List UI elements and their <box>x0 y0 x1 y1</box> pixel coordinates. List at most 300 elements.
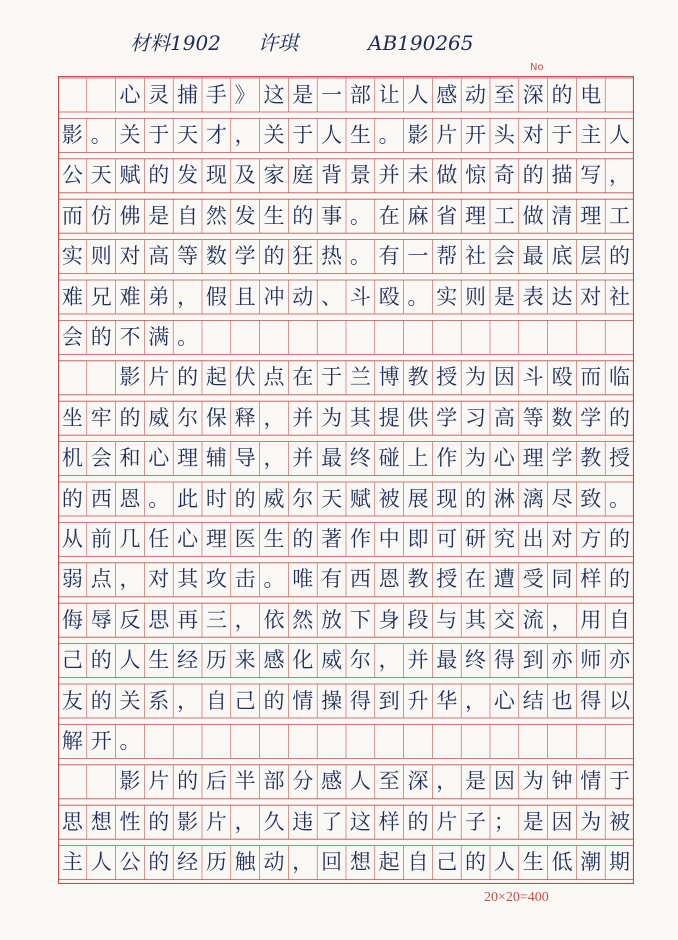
grid-cell: 。 <box>609 486 631 511</box>
grid-cell: 子 <box>465 809 487 834</box>
grid-cell: 经 <box>177 850 199 875</box>
grid-cell: 的 <box>234 486 256 511</box>
grid-cell: ， <box>263 446 285 471</box>
grid-cell: 事 <box>321 203 343 228</box>
grid-cell: 难 <box>119 284 141 309</box>
grid-cell <box>231 320 260 354</box>
grid-cell: 可 <box>436 526 458 551</box>
grid-cell: 的 <box>407 809 429 834</box>
grid-cell: 触 <box>234 850 256 875</box>
grid-cell: 生 <box>349 122 371 147</box>
grid-cell: 导 <box>234 446 256 471</box>
grid-cell: 不 <box>119 324 141 349</box>
grid-cell: 现 <box>205 163 227 188</box>
grid-cell: 升 <box>407 688 429 713</box>
grid-cell: 同 <box>551 567 573 592</box>
grid-cell: 中 <box>378 526 400 551</box>
grid-cell: 狂 <box>292 244 314 269</box>
grid-cell: 方 <box>580 526 602 551</box>
grid-cell: 唯 <box>292 567 314 592</box>
grid-cell <box>288 320 317 354</box>
grid-cell: 等 <box>177 244 199 269</box>
grid-cell: 自 <box>609 607 631 632</box>
grid-cell: 学 <box>436 405 458 430</box>
grid-cell: 难 <box>61 284 83 309</box>
grid-cell: 惊 <box>465 163 487 188</box>
grid-cell: 的 <box>177 769 199 794</box>
grid-cell: 这 <box>349 809 371 834</box>
grid-cell: 人 <box>407 82 429 107</box>
grid-cell: 其 <box>465 607 487 632</box>
grid-cell: 发 <box>177 163 199 188</box>
grid-cell: 经 <box>177 648 199 673</box>
grid-cell: 三 <box>205 607 227 632</box>
essay-line-cells <box>58 644 634 678</box>
grid-cell: 人 <box>493 850 515 875</box>
grid-cell: 动 <box>292 284 314 309</box>
grid-cell: 于 <box>148 122 170 147</box>
grid-cell: 做 <box>436 163 458 188</box>
grid-cell: 西 <box>349 567 371 592</box>
grid-cell: 斗 <box>349 284 371 309</box>
grid-cell: 生 <box>522 850 544 875</box>
grid-cell: 会 <box>90 446 112 471</box>
grid-cell: 身 <box>378 607 400 632</box>
grid-cell: 情 <box>292 688 314 713</box>
grid-cell: 钟 <box>551 769 573 794</box>
grid-cell <box>461 724 490 758</box>
grid-cell: 的 <box>90 324 112 349</box>
grid-cell: 数 <box>551 405 573 430</box>
grid-cell <box>346 320 375 354</box>
grid-cell: 且 <box>234 284 256 309</box>
grid-cell: 在 <box>292 365 314 390</box>
grid-cell: 学 <box>551 446 573 471</box>
grid-cell: 的 <box>148 850 170 875</box>
grid-cell: 学 <box>580 405 602 430</box>
grid-cell: 。 <box>119 728 141 753</box>
grid-cell: 》 <box>234 82 256 107</box>
grid-cell: 未 <box>407 163 429 188</box>
grid-cell: ， <box>551 607 573 632</box>
grid-cell: 电 <box>580 82 602 107</box>
grid-cell <box>87 765 116 799</box>
grid-cell: 层 <box>580 244 602 269</box>
essay-line-cells <box>58 765 634 799</box>
essay-line-cells <box>58 361 634 395</box>
grid-cell: 开 <box>90 728 112 753</box>
grid-cell: 弟 <box>148 284 170 309</box>
grid-cell: 学 <box>234 244 256 269</box>
grid-cell: 交 <box>493 607 515 632</box>
grid-cell: 于 <box>292 122 314 147</box>
grid-cell: 的 <box>263 244 285 269</box>
grid-cell: 。 <box>349 203 371 228</box>
grid-cell <box>317 724 346 758</box>
grid-cell: 影 <box>177 809 199 834</box>
grid-cell: 省 <box>436 203 458 228</box>
essay-line-cells <box>58 684 634 718</box>
grid-cell: 主 <box>61 850 83 875</box>
grid-cell: 几 <box>119 526 141 551</box>
grid-cell: 得 <box>580 688 602 713</box>
grid-cell: 违 <box>292 809 314 834</box>
grid-cell: 的 <box>61 486 83 511</box>
essay-line-cells <box>58 78 634 112</box>
grid-cell: 释 <box>234 405 256 430</box>
grid-cell: 提 <box>378 405 400 430</box>
grid-cell <box>548 724 577 758</box>
grid-cell: 头 <box>493 122 515 147</box>
grid-cell: ， <box>234 607 256 632</box>
grid-cell: 片 <box>148 365 170 390</box>
grid-cell: 究 <box>493 526 515 551</box>
grid-cell: 期 <box>609 850 631 875</box>
essay-line-cells <box>58 240 634 274</box>
grid-cell: 在 <box>378 203 400 228</box>
grid-cell <box>375 320 404 354</box>
grid-cell: 的 <box>148 163 170 188</box>
grid-cell <box>404 320 433 354</box>
grid-cell: 点 <box>90 567 112 592</box>
grid-cell: 的 <box>90 688 112 713</box>
grid-cell <box>58 78 87 112</box>
grid-cell: 殴 <box>378 284 400 309</box>
grid-cell: 赋 <box>349 486 371 511</box>
grid-cell: 化 <box>292 648 314 673</box>
grid-cell: 关 <box>119 122 141 147</box>
grid-cell: 的 <box>292 203 314 228</box>
grid-cell: 斗 <box>522 365 544 390</box>
grid-cell: 生 <box>263 203 285 228</box>
grid-cell: 的 <box>522 163 544 188</box>
grid-cell: 授 <box>609 446 631 471</box>
grid-cell: 。 <box>407 284 429 309</box>
grid-cell: 为 <box>522 769 544 794</box>
grid-cell: 性 <box>119 809 141 834</box>
grid-cell: 人 <box>119 648 141 673</box>
grid-cell: 被 <box>609 809 631 834</box>
grid-cell: 授 <box>436 365 458 390</box>
grid-cell: 至 <box>378 769 400 794</box>
grid-cell: 起 <box>378 850 400 875</box>
grid-cell: 自 <box>177 203 199 228</box>
grid-cell: 样 <box>580 567 602 592</box>
grid-cell: 任 <box>148 526 170 551</box>
grid-cell: 感 <box>263 648 285 673</box>
grid-cell: 理 <box>522 446 544 471</box>
grid-cell: 反 <box>119 607 141 632</box>
grid-cell: 天 <box>177 122 199 147</box>
grid-cell: 终 <box>349 446 371 471</box>
grid-cell: 供 <box>407 405 429 430</box>
grid-cell: 操 <box>321 688 343 713</box>
grid-cell: 现 <box>436 486 458 511</box>
grid-cell: 满 <box>148 324 170 349</box>
grid-cell: 背 <box>321 163 343 188</box>
grid-cell: 己 <box>436 850 458 875</box>
grid-cell: 得 <box>349 688 371 713</box>
grid-cell: ， <box>465 688 487 713</box>
grid-cell: 击 <box>234 567 256 592</box>
grid-cell: 则 <box>465 284 487 309</box>
grid-cell: ， <box>292 850 314 875</box>
grid-cell: 心 <box>177 526 199 551</box>
grid-cell: 漓 <box>522 486 544 511</box>
grid-cell: 至 <box>493 82 515 107</box>
grid-cell: 深 <box>522 82 544 107</box>
grid-cell: 西 <box>90 486 112 511</box>
grid-cell: 影 <box>119 769 141 794</box>
grid-cell: 于 <box>609 769 631 794</box>
grid-cell: 。 <box>148 486 170 511</box>
grid-cell: 自 <box>407 850 429 875</box>
grid-cell: 手 <box>205 82 227 107</box>
essay-line-cells <box>58 522 634 556</box>
grid-cell: ， <box>177 284 199 309</box>
grid-cell <box>576 724 605 758</box>
grid-cell: 仿 <box>90 203 112 228</box>
grid-cell: 理 <box>205 526 227 551</box>
grid-cell: 工 <box>493 203 515 228</box>
essay-line-cells <box>58 199 634 233</box>
grid-cell: 牢 <box>90 405 112 430</box>
grid-cell: 习 <box>465 405 487 430</box>
grid-cell: 而 <box>61 203 83 228</box>
grid-cell <box>461 320 490 354</box>
grid-cell: 家 <box>263 163 285 188</box>
grid-cell: 心 <box>148 446 170 471</box>
grid-cell: 因 <box>551 809 573 834</box>
grid-cell: 己 <box>61 648 83 673</box>
student-name: 许琪 <box>258 31 298 55</box>
grid-cell <box>346 724 375 758</box>
grid-cell: 系 <box>148 688 170 713</box>
grid-cell: 天 <box>90 163 112 188</box>
grid-cell: 是 <box>465 769 487 794</box>
grid-cell: 低 <box>551 850 573 875</box>
grid-cell: 。 <box>90 122 112 147</box>
grid-cell: 师 <box>580 648 602 673</box>
grid-cell <box>432 320 461 354</box>
grid-cell: 有 <box>378 244 400 269</box>
grid-cell <box>260 320 289 354</box>
grid-cell: 样 <box>378 809 400 834</box>
grid-cell: 尔 <box>349 648 371 673</box>
grid-cell: 和 <box>119 446 141 471</box>
grid-cell: 为 <box>465 446 487 471</box>
grid-cell <box>375 724 404 758</box>
grid-cell: 影 <box>407 122 429 147</box>
essay-line-cells <box>58 401 634 435</box>
grid-cell: 殴 <box>551 365 573 390</box>
grid-cell: 、 <box>321 284 343 309</box>
grid-cell <box>605 724 634 758</box>
grid-cell: 景 <box>349 163 371 188</box>
grid-cell: 是 <box>148 203 170 228</box>
grid-cell: 恩 <box>378 567 400 592</box>
manuscript-grid <box>58 76 634 884</box>
grid-cell: 对 <box>148 567 170 592</box>
grid-cell: 生 <box>148 648 170 673</box>
grid-cell: 表 <box>522 284 544 309</box>
grid-cell: 理 <box>177 446 199 471</box>
grid-cell: 。 <box>177 324 199 349</box>
grid-cell: 实 <box>436 284 458 309</box>
grid-cell: 坐 <box>61 405 83 430</box>
grid-cell: 博 <box>378 365 400 390</box>
grid-cell: 教 <box>407 365 429 390</box>
grid-cell: ， <box>436 769 458 794</box>
grid-cell: 开 <box>465 122 487 147</box>
grid-cell: 并 <box>407 648 429 673</box>
grid-cell: 于 <box>551 122 573 147</box>
grid-cell: 部 <box>349 82 371 107</box>
grid-cell <box>605 78 634 112</box>
grid-cell: 麻 <box>407 203 429 228</box>
grid-cell: 临 <box>609 365 631 390</box>
grid-cell: 展 <box>407 486 429 511</box>
grid-cell: 弱 <box>61 567 83 592</box>
grid-cell: 点 <box>263 365 285 390</box>
class-label: 材料1902 <box>130 31 221 55</box>
essay-line-cells <box>58 846 634 880</box>
grid-cell <box>548 320 577 354</box>
grid-cell: 公 <box>61 163 83 188</box>
grid-cell: ， <box>378 648 400 673</box>
grid-cell: 尔 <box>292 486 314 511</box>
grid-cell: 作 <box>436 446 458 471</box>
grid-cell: 久 <box>263 809 285 834</box>
grid-cell: 后 <box>205 769 227 794</box>
grid-cell: 情 <box>580 769 602 794</box>
grid-cell: 下 <box>349 607 371 632</box>
grid-cell: 的 <box>551 82 573 107</box>
grid-cell <box>144 724 173 758</box>
grid-cell: 影 <box>119 365 141 390</box>
grid-cell: 关 <box>263 122 285 147</box>
grid-cell: 因 <box>493 769 515 794</box>
grid-cell: 上 <box>407 446 429 471</box>
grid-cell: 的 <box>119 405 141 430</box>
grid-cell: 底 <box>551 244 573 269</box>
grid-cell: 发 <box>234 203 256 228</box>
grid-cell: 达 <box>551 284 573 309</box>
grid-cell <box>432 724 461 758</box>
grid-cell: 心 <box>493 446 515 471</box>
grid-cell: 然 <box>205 203 227 228</box>
grid-cell: 深 <box>407 769 429 794</box>
grid-cell: 片 <box>436 809 458 834</box>
grid-cell: 华 <box>436 688 458 713</box>
grid-cell <box>231 724 260 758</box>
grid-cell: 社 <box>465 244 487 269</box>
grid-cell: 公 <box>119 850 141 875</box>
grid-cell: 出 <box>522 526 544 551</box>
grid-cell <box>260 724 289 758</box>
grid-cell: 兰 <box>349 365 371 390</box>
grid-cell: 教 <box>407 567 429 592</box>
grid-cell: 即 <box>407 526 429 551</box>
grid-cell: 威 <box>148 405 170 430</box>
grid-cell: 部 <box>263 769 285 794</box>
grid-cell: 。 <box>378 122 400 147</box>
grid-cell: 的 <box>292 526 314 551</box>
grid-cell <box>490 724 519 758</box>
grid-cell: ， <box>119 567 141 592</box>
grid-cell: 庭 <box>292 163 314 188</box>
essay-line-cells <box>58 563 634 597</box>
grid-cell: 为 <box>580 809 602 834</box>
essay-line-cells <box>58 320 634 354</box>
grid-cell: 从 <box>61 526 83 551</box>
grid-cell: 起 <box>205 365 227 390</box>
grid-cell: 这 <box>263 82 285 107</box>
grid-cell: 著 <box>321 526 343 551</box>
grid-cell: 思 <box>61 809 83 834</box>
grid-cell: 半 <box>234 769 256 794</box>
grid-cell: 感 <box>436 82 458 107</box>
grid-cell: 是 <box>522 809 544 834</box>
grid-cell: 医 <box>234 526 256 551</box>
grid-cell: 会 <box>493 244 515 269</box>
grid-cell: 写 <box>580 163 602 188</box>
essay-line-cells <box>58 118 634 152</box>
grid-cell: 奇 <box>493 163 515 188</box>
grid-cell: 影 <box>61 122 83 147</box>
grid-cell: 的 <box>177 365 199 390</box>
grid-cell: 片 <box>148 769 170 794</box>
grid-cell: 假 <box>205 284 227 309</box>
grid-cell: 得 <box>493 648 515 673</box>
grid-cell: 的 <box>609 244 631 269</box>
grid-cell <box>87 78 116 112</box>
grid-cell: 则 <box>90 244 112 269</box>
grid-cell: 想 <box>349 850 371 875</box>
grid-cell: 。 <box>263 567 285 592</box>
grid-cell: 最 <box>321 446 343 471</box>
grid-cell: 其 <box>177 567 199 592</box>
grid-cell: 对 <box>119 244 141 269</box>
grid-cell: 辅 <box>205 446 227 471</box>
grid-cell: 时 <box>205 486 227 511</box>
grid-cell: 高 <box>148 244 170 269</box>
grid-cell: ； <box>493 809 515 834</box>
grid-cell: 因 <box>493 365 515 390</box>
page-number-marker: No <box>530 62 544 73</box>
grid-cell: 思 <box>148 607 170 632</box>
grid-cell: 遭 <box>493 567 515 592</box>
grid-cell: 及 <box>234 163 256 188</box>
grid-cell <box>519 724 548 758</box>
grid-cell: 碰 <box>378 446 400 471</box>
grid-cell: 恩 <box>119 486 141 511</box>
essay-line-cells <box>58 805 634 839</box>
grid-count-label: 20×20=400 <box>484 890 549 905</box>
grid-cell: 教 <box>580 446 602 471</box>
grid-cell: 到 <box>522 648 544 673</box>
grid-cell: 高 <box>493 405 515 430</box>
grid-cell <box>490 320 519 354</box>
essay-line-cells <box>58 724 634 758</box>
grid-cell: 结 <box>522 688 544 713</box>
grid-cell: 终 <box>465 648 487 673</box>
grid-cell: 生 <box>263 526 285 551</box>
grid-cell: 尽 <box>551 486 573 511</box>
grid-cell: 的 <box>148 809 170 834</box>
grid-cell: 潮 <box>580 850 602 875</box>
grid-cell: 回 <box>321 850 343 875</box>
